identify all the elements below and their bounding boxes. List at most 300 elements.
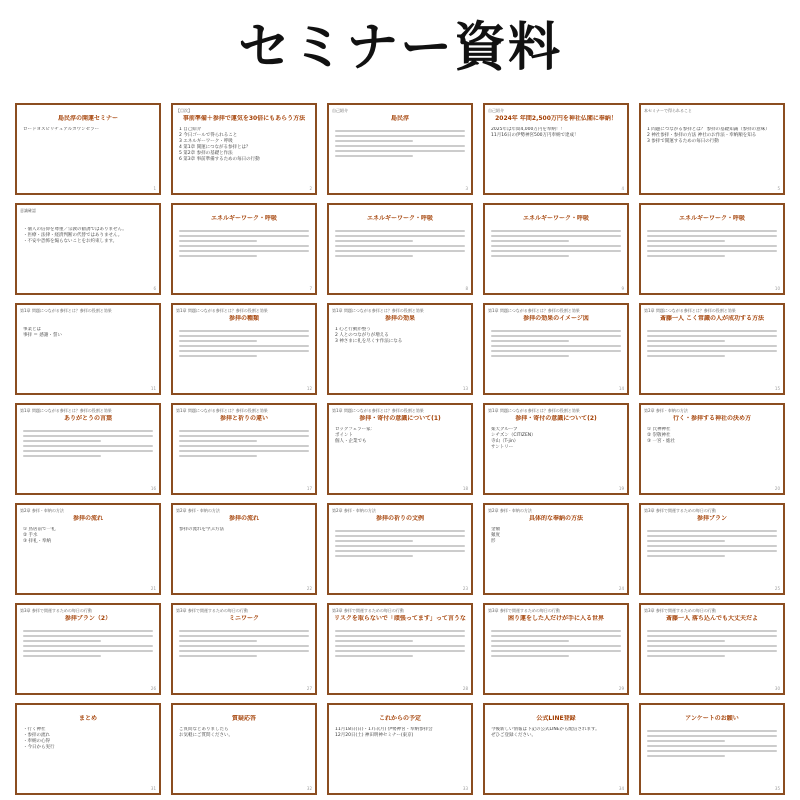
- slide-thumbnail[interactable]: [327, 403, 473, 495]
- slide-body: [179, 327, 309, 387]
- slide-line: ・行く神社: [23, 727, 46, 732]
- text-placeholder-line: [179, 455, 257, 457]
- text-placeholder-line: [179, 435, 309, 437]
- slide-title: 参拝プラン（2）: [64, 615, 112, 622]
- slide-thumbnail[interactable]: [327, 103, 473, 195]
- page-number: 3: [465, 186, 468, 191]
- text-placeholder-line: [491, 635, 621, 637]
- text-placeholder-line: [335, 235, 465, 237]
- slide-line: 寺山（T-jin）: [491, 439, 519, 444]
- page-number: 20: [774, 486, 780, 491]
- text-placeholder-line: [647, 755, 725, 757]
- text-placeholder-line: [179, 640, 257, 642]
- text-placeholder-line: [491, 345, 621, 347]
- text-placeholder-line: [647, 355, 725, 357]
- slide-line: ぜひご登録ください。: [491, 733, 536, 738]
- slide-title: 行く・参拝する神社の決め方: [672, 415, 751, 422]
- slide-line: 3 エネルギーワーク・呼吸: [179, 139, 233, 144]
- page-number: 29: [618, 686, 624, 691]
- slide-line: 1 問題につながる参拝とは？ 参拝の基礎知識（参拝の意味）: [647, 127, 770, 132]
- text-placeholder-line: [647, 555, 725, 557]
- slide-thumbnail[interactable]: [15, 703, 161, 795]
- slide-header: 【目次】: [176, 108, 192, 113]
- slide-title: アンケートのお願い: [685, 715, 739, 722]
- page-number: 31: [150, 786, 156, 791]
- text-placeholder-line: [179, 245, 309, 247]
- slide-body: [335, 327, 465, 387]
- text-placeholder-line: [179, 655, 257, 657]
- text-placeholder-line: [23, 440, 101, 442]
- slide-body: [647, 127, 777, 187]
- slide-line: ② 崇敬神社: [647, 433, 671, 438]
- slide-thumbnail[interactable]: [171, 503, 317, 595]
- slide-thumbnail[interactable]: [639, 203, 785, 295]
- page-number: 25: [774, 586, 780, 591]
- text-placeholder-line: [491, 230, 621, 232]
- text-placeholder-line: [23, 445, 153, 447]
- slide-line: シチズン（CITIZEN）: [491, 433, 536, 438]
- slide-thumbnail[interactable]: [15, 503, 161, 595]
- text-placeholder-line: [179, 330, 309, 332]
- slide-header: 第2章 参拝・奉納の方法: [332, 508, 376, 513]
- text-placeholder-line: [179, 440, 257, 442]
- slide-body: [335, 527, 465, 587]
- slide-title: 公式LINE登録: [536, 715, 576, 722]
- slide-thumbnail[interactable]: [639, 603, 785, 695]
- slide-title: まとめ: [78, 715, 97, 722]
- slide-thumbnail[interactable]: [483, 403, 629, 495]
- text-placeholder-line: [23, 650, 153, 652]
- slide-title: 参拝プラン: [696, 515, 727, 522]
- page-number: 22: [306, 586, 312, 591]
- slide-line: 個人・企業でも: [335, 439, 367, 444]
- slide-header: 第2章 参拝・奉納の方法: [20, 508, 64, 513]
- text-placeholder-line: [179, 630, 309, 632]
- slide-header: 第3章 参拝で開運するための毎日の行動: [644, 608, 716, 613]
- slide-header: 第2章 参拝・奉納の方法: [644, 408, 688, 413]
- text-placeholder-line: [647, 540, 725, 542]
- text-placeholder-line: [647, 230, 777, 232]
- slide-header: 第3章 参拝で開運するための毎日の行動: [332, 608, 404, 613]
- slide-thumbnail[interactable]: [15, 303, 161, 395]
- page-number: 34: [618, 786, 624, 791]
- slide-header: 第1章 問題につながる参拝とは？参拝の役割と効果: [332, 308, 424, 313]
- slide-thumbnail[interactable]: [483, 203, 629, 295]
- text-placeholder-line: [23, 435, 153, 437]
- slide-body: [23, 227, 153, 287]
- page-number: 4: [621, 186, 624, 191]
- text-placeholder-line: [335, 255, 413, 257]
- slide-line: ・奉納の心得: [23, 739, 50, 744]
- slide-header: 第2章 参拝・奉納の方法: [488, 508, 532, 513]
- text-placeholder-line: [23, 635, 153, 637]
- slide-line: 金額: [491, 527, 500, 532]
- slide-header: 自己紹介: [332, 108, 348, 113]
- slide-header: 第3章 参拝で開運するための毎日の行動: [20, 608, 92, 613]
- slide-title: 2024年 年間2,500万円を神社仏閣に奉納！: [495, 115, 617, 122]
- slide-thumbnail[interactable]: [171, 203, 317, 295]
- page-number: 32: [306, 786, 312, 791]
- slide-line: ・今日から実行: [23, 745, 55, 750]
- slide-title: 参拝の流れ: [228, 515, 259, 522]
- slide-thumbnail[interactable]: [327, 703, 473, 795]
- text-placeholder-line: [335, 530, 465, 532]
- slide-body: [23, 427, 153, 487]
- text-placeholder-line: [335, 250, 465, 252]
- slide-thumbnail[interactable]: [15, 603, 161, 695]
- text-placeholder-line: [335, 150, 465, 152]
- page-number: 15: [774, 386, 780, 391]
- slide-title: 困り運をした人だけが手に入る世界: [507, 615, 604, 622]
- slide-header: 第2章 参拝・奉納の方法: [176, 508, 220, 513]
- page-number: 19: [618, 486, 624, 491]
- text-placeholder-line: [335, 540, 413, 542]
- slide-body: [491, 227, 621, 287]
- slide-body: [179, 227, 309, 287]
- slide-title: 参拝の種類: [228, 315, 259, 322]
- text-placeholder-line: [647, 635, 777, 637]
- slide-title: 参拝・寄付の意識について(1): [359, 415, 441, 422]
- slide-title: 参拝・寄付の意識について(2): [515, 415, 597, 422]
- slide-thumbnail[interactable]: [483, 103, 629, 195]
- text-placeholder-line: [335, 640, 413, 642]
- text-placeholder-line: [335, 550, 465, 552]
- text-placeholder-line: [647, 250, 777, 252]
- slide-header: 第3章 参拝で開運するための毎日の行動: [488, 608, 560, 613]
- slide-body: [647, 727, 777, 787]
- text-placeholder-line: [491, 630, 621, 632]
- text-placeholder-line: [179, 235, 309, 237]
- page-number: 8: [465, 286, 468, 291]
- slide-line: 1 心と行動が整う: [335, 327, 371, 332]
- page-number: 28: [462, 686, 468, 691]
- page-number: 7: [309, 286, 312, 291]
- slide-header: 第1章 問題につながる参拝とは？参拝の役割と効果: [20, 308, 112, 313]
- text-placeholder-line: [23, 645, 153, 647]
- slide-body: [335, 727, 465, 787]
- text-placeholder-line: [335, 650, 465, 652]
- page-number: 13: [462, 386, 468, 391]
- text-placeholder-line: [335, 645, 465, 647]
- text-placeholder-line: [647, 650, 777, 652]
- slide-line: 4 第1章 開運につながる参拝とは？: [179, 145, 251, 150]
- slide-line: 6 第3章 事前準備するための毎日の行動: [179, 157, 260, 162]
- text-placeholder-line: [23, 455, 101, 457]
- slide-thumbnail[interactable]: [15, 203, 161, 295]
- slide-line: ポイント: [335, 433, 353, 438]
- slide-header: 第1章 問題につながる参拝とは？参拝の役割と効果: [644, 308, 736, 313]
- slide-body: [647, 627, 777, 687]
- slide-thumbnail[interactable]: [639, 703, 785, 795]
- slide-body: [491, 427, 621, 487]
- slide-title: 具体的な奉納の方法: [528, 515, 583, 522]
- slide-body: [647, 427, 777, 487]
- slide-title: 島民淳の開運セミナー: [57, 115, 118, 122]
- slide-line: ・不安や恐怖を煽らないことをお約束します。: [23, 239, 118, 244]
- slide-body: [23, 527, 153, 587]
- slide-line: 頻度: [491, 533, 500, 538]
- text-placeholder-line: [179, 250, 309, 252]
- slide-body: [491, 127, 621, 187]
- slide-thumbnail[interactable]: [15, 403, 161, 495]
- text-placeholder-line: [647, 630, 777, 632]
- text-placeholder-line: [647, 330, 777, 332]
- page-number: 23: [462, 586, 468, 591]
- page-number: 6: [153, 286, 156, 291]
- slide-header: 第3章 参拝で開運するための毎日の行動: [176, 608, 248, 613]
- slide-line: ・医療・法律・経済判断の代替ではありません。: [23, 233, 123, 238]
- text-placeholder-line: [647, 255, 725, 257]
- text-placeholder-line: [647, 545, 777, 547]
- text-placeholder-line: [179, 355, 257, 357]
- slide-title: 斎藤一人 落ち込んでも大丈夫だよ: [665, 615, 759, 622]
- slide-body: [335, 427, 465, 487]
- slide-line: 今後新しい情報は下記の公式LINEから配信されます。: [491, 727, 600, 732]
- slide-thumbnail[interactable]: [171, 703, 317, 795]
- slide-title: エネルギーワーク・呼吸: [522, 215, 589, 222]
- slide-title: 参拝の流れ: [72, 515, 103, 522]
- slide-line: 2025年は年間4,000万円を奉納！！: [491, 127, 565, 132]
- slide-line: サントリー: [491, 445, 514, 450]
- text-placeholder-line: [179, 635, 309, 637]
- page-title: セミナー資料: [237, 18, 562, 78]
- slide-thumbnail[interactable]: [327, 603, 473, 695]
- page-number: 30: [774, 686, 780, 691]
- slide-thumbnail[interactable]: [327, 503, 473, 595]
- slide-thumbnail[interactable]: [171, 403, 317, 495]
- slide-thumbnail[interactable]: [171, 103, 317, 195]
- text-placeholder-line: [647, 535, 777, 537]
- slide-thumbnail[interactable]: [327, 203, 473, 295]
- slide-thumbnail[interactable]: [639, 303, 785, 395]
- text-placeholder-line: [23, 450, 153, 452]
- slide-line: お気軽にご質問ください。: [179, 733, 233, 738]
- slide-line: 11月16日の伊勢神宮500万円奉納で達成！: [491, 133, 579, 138]
- slide-title: リスクを取らないで「頑張ってます」って言うな: [334, 615, 466, 622]
- page-number: 26: [150, 686, 156, 691]
- slide-header: 第1章 問題につながる参拝とは？参拝の役割と効果: [488, 408, 580, 413]
- slide-line: 参拝の流れを学ぶ方法: [179, 527, 224, 532]
- text-placeholder-line: [335, 245, 465, 247]
- page-number: 18: [462, 486, 468, 491]
- slide-thumbnail[interactable]: [483, 503, 629, 595]
- slide-title: ありがとうの言葉: [63, 415, 112, 422]
- text-placeholder-line: [491, 340, 569, 342]
- slide-body: [23, 627, 153, 687]
- slide-body: [23, 127, 153, 187]
- slide-body: [335, 627, 465, 687]
- page-number: 1: [153, 186, 156, 191]
- text-placeholder-line: [335, 545, 465, 547]
- slide-thumbnail[interactable]: [483, 703, 629, 795]
- page-number: 16: [150, 486, 156, 491]
- slide-line: ③ 一宮・総社: [647, 439, 675, 444]
- text-placeholder-line: [23, 640, 101, 642]
- text-placeholder-line: [335, 635, 465, 637]
- slide-line: 3 神さまに礼を尽くす作法になる: [335, 339, 403, 344]
- slide-thumbnail[interactable]: [327, 303, 473, 395]
- slide-body: [491, 727, 621, 787]
- text-placeholder-line: [335, 240, 413, 242]
- text-placeholder-line: [179, 240, 257, 242]
- slide-thumbnail[interactable]: [483, 603, 629, 695]
- text-placeholder-line: [179, 450, 309, 452]
- slide-grid: [15, 103, 785, 795]
- slide-body: [179, 527, 309, 587]
- text-placeholder-line: [647, 735, 777, 737]
- text-placeholder-line: [491, 245, 621, 247]
- slide-body: [179, 727, 309, 787]
- slide-line: 事業とは: [23, 327, 41, 332]
- page-number: 11: [150, 386, 156, 391]
- text-placeholder-line: [647, 240, 725, 242]
- slide-line: ロードヨスピリチュアルカウンセラー: [23, 127, 100, 132]
- page-number: 10: [774, 286, 780, 291]
- page-number: 35: [774, 786, 780, 791]
- text-placeholder-line: [179, 645, 309, 647]
- text-placeholder-line: [179, 650, 309, 652]
- text-placeholder-line: [335, 135, 465, 137]
- slide-title: 参拝の祈りの文例: [375, 515, 424, 522]
- text-placeholder-line: [491, 350, 621, 352]
- slide-thumbnail[interactable]: [171, 603, 317, 695]
- slide-header: 第1章 問題につながる参拝とは？参拝の役割と効果: [20, 408, 112, 413]
- slide-thumbnail[interactable]: [639, 103, 785, 195]
- slide-body: [647, 527, 777, 587]
- text-placeholder-line: [647, 350, 777, 352]
- slide-thumbnail[interactable]: [639, 403, 785, 495]
- text-placeholder-line: [647, 730, 777, 732]
- slide-title: 参拝の効果: [384, 315, 415, 322]
- slide-thumbnail[interactable]: [171, 303, 317, 395]
- slide-header: 自己紹介: [488, 108, 504, 113]
- text-placeholder-line: [179, 335, 309, 337]
- slide-body: [647, 327, 777, 387]
- page-number: 14: [618, 386, 624, 391]
- slide-body: [647, 227, 777, 287]
- slide-body: [335, 127, 465, 187]
- slide-title: これからの予定: [378, 715, 421, 722]
- slide-body: [23, 727, 153, 787]
- slide-header: 第3章 参拝で開運するための毎日の行動: [644, 508, 716, 513]
- slide-title: 質疑応答: [231, 715, 256, 722]
- slide-line: ・参拝の流れ: [23, 733, 50, 738]
- slide-title: ミニワーク: [228, 615, 259, 622]
- slide-line: 2 人とのつながりが増える: [335, 333, 389, 338]
- text-placeholder-line: [647, 235, 777, 237]
- text-placeholder-line: [491, 255, 569, 257]
- page-number: 27: [306, 686, 312, 691]
- page-number: 5: [777, 186, 780, 191]
- text-placeholder-line: [335, 555, 413, 557]
- slide-body: [491, 627, 621, 687]
- text-placeholder-line: [491, 330, 621, 332]
- text-placeholder-line: [491, 335, 621, 337]
- slide-line: 1 自己紹介: [179, 127, 202, 132]
- slide-header: 本セミナーで得られること: [644, 108, 692, 113]
- text-placeholder-line: [491, 650, 621, 652]
- slide-line: 2 今日ゴールで得られること: [179, 133, 238, 138]
- text-placeholder-line: [179, 445, 309, 447]
- slide-line: ② 手水: [23, 533, 38, 538]
- text-placeholder-line: [179, 255, 257, 257]
- text-placeholder-line: [179, 230, 309, 232]
- page-number: 24: [618, 586, 624, 591]
- slide-thumbnail[interactable]: [483, 303, 629, 395]
- slide-header: 第1章 問題につながる参拝とは？参拝の役割と効果: [488, 308, 580, 313]
- slide-title: エネルギーワーク・呼吸: [366, 215, 433, 222]
- text-placeholder-line: [335, 155, 413, 157]
- page-number: 33: [462, 786, 468, 791]
- text-placeholder-line: [647, 530, 777, 532]
- text-placeholder-line: [335, 145, 465, 147]
- text-placeholder-line: [23, 655, 101, 657]
- text-placeholder-line: [491, 640, 569, 642]
- slide-line: ・個人の信仰を尊重／宗教の勧誘ではありません。: [23, 227, 127, 232]
- text-placeholder-line: [647, 550, 777, 552]
- slide-header: 第1章 問題につながる参拝とは？参拝の役割と効果: [176, 308, 268, 313]
- text-placeholder-line: [23, 630, 153, 632]
- slide-line: 12月20日(土) 神田明神セミナー(東京): [335, 733, 414, 738]
- text-placeholder-line: [335, 630, 465, 632]
- text-placeholder-line: [647, 745, 777, 747]
- slide-body: [179, 627, 309, 687]
- slide-line: 2 神社参拝・参拝の方法 神社のお作法・奉納額を知る: [647, 133, 757, 138]
- slide-title: 島民淳: [390, 115, 409, 122]
- text-placeholder-line: [491, 235, 621, 237]
- slide-title: エネルギーワーク・呼吸: [210, 215, 277, 222]
- text-placeholder-line: [23, 430, 153, 432]
- slide-title: 参拝と祈りの違い: [219, 415, 268, 422]
- slide-line: 事拝 ＝ 感謝・誓い: [23, 333, 62, 338]
- text-placeholder-line: [335, 535, 465, 537]
- text-placeholder-line: [647, 345, 777, 347]
- slide-body: [491, 327, 621, 387]
- slide-thumbnail[interactable]: [639, 503, 785, 595]
- slide-line: ① 鳥居前で一礼: [23, 527, 56, 532]
- slide-body: [335, 227, 465, 287]
- text-placeholder-line: [335, 130, 465, 132]
- text-placeholder-line: [647, 245, 777, 247]
- slide-line: 形: [491, 539, 496, 544]
- slide-line: 5 第2章 参拝の基礎と作法: [179, 151, 233, 156]
- text-placeholder-line: [335, 230, 465, 232]
- page-number: 21: [150, 586, 156, 591]
- slide-body: [491, 527, 621, 587]
- slide-title: 参拝の効果のイメージ図: [523, 315, 589, 322]
- text-placeholder-line: [647, 335, 777, 337]
- text-placeholder-line: [647, 740, 725, 742]
- slide-title: エネルギーワーク・呼吸: [678, 215, 745, 222]
- slide-thumbnail[interactable]: [15, 103, 161, 195]
- slide-title: 事前準備＋参拝で運気を30倍にもあらう方法: [182, 115, 306, 122]
- slide-line: ご質問などありましたら: [179, 727, 229, 732]
- text-placeholder-line: [491, 240, 569, 242]
- text-placeholder-line: [647, 645, 777, 647]
- slide-line: 楽天グループ: [491, 427, 518, 432]
- slide-body: [179, 127, 309, 187]
- text-placeholder-line: [491, 250, 621, 252]
- page-number: 12: [306, 386, 312, 391]
- page-number: 9: [621, 286, 624, 291]
- slide-line: ③ 拝礼・奉納: [23, 539, 51, 544]
- slide-line: 3 参拝で開運するための毎日の行動: [647, 139, 719, 144]
- text-placeholder-line: [491, 645, 621, 647]
- slide-title: 斎藤一人 こく常識の人が成功する方法: [659, 315, 765, 322]
- text-placeholder-line: [491, 355, 569, 357]
- slide-header: 第1章 問題につながる参拝とは？参拝の役割と効果: [176, 408, 268, 413]
- text-placeholder-line: [335, 140, 413, 142]
